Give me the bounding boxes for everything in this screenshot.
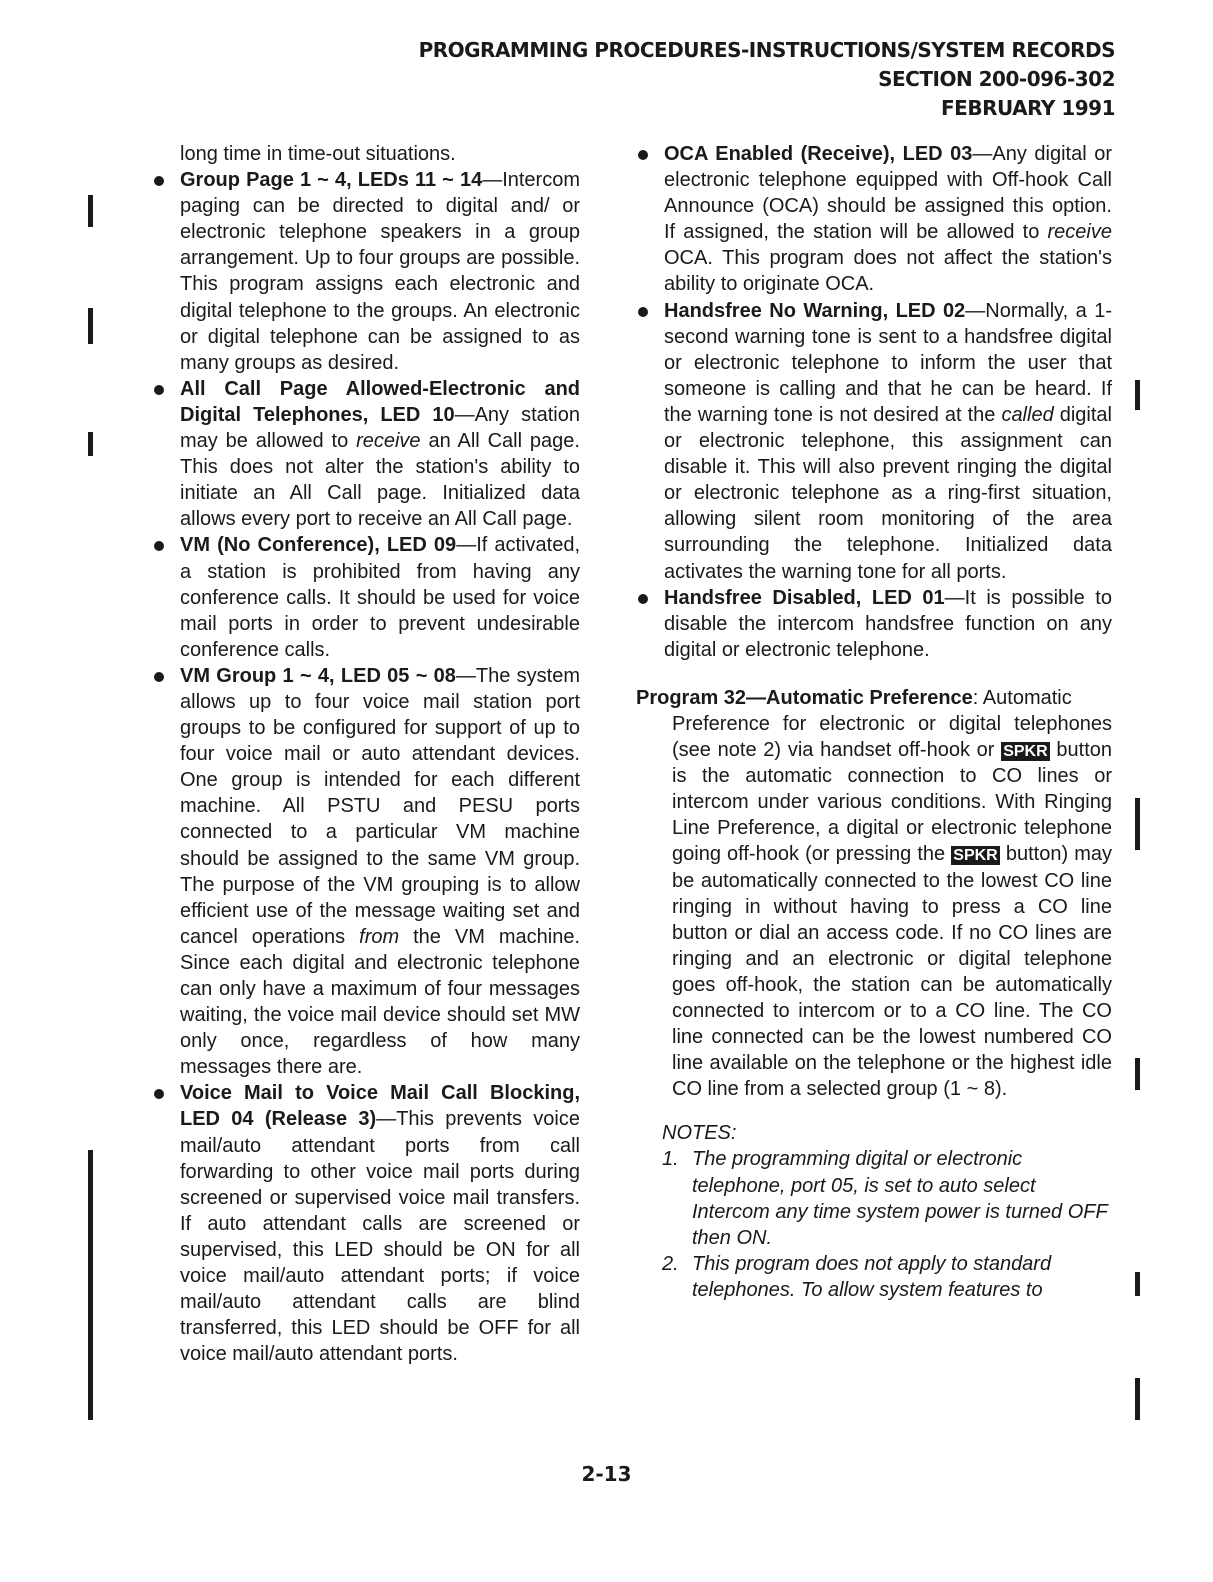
note-number: 1. — [662, 1148, 679, 1171]
list-item — [152, 663, 580, 1081]
program-text: button is the automatic connection to CO lines or intercom under various conditions. With Ringing Line Preference, a digital or electronic telephone going off-hook (or pressing the — [672, 739, 1112, 866]
program-text: button) may be automatically connected to the lowest CO line ringing in without having to press a CO line button or dial an access code. If no CO lines are ringing and an electronic or digital telephone goes off-hook, the station can be automatically connected to intercom or to a CO line. The CO line connected can be the lowest numbered CO line available on the telephone or the highest idle CO line from a selected group (1 ~ 8). — [672, 843, 1112, 1101]
item-text: —Intercom paging can be directed to digital and/ or electronic telephone speakers in a group arrangement. Up to four groups are possible. This program assigns each electronic and digital telephone to the groups. An electronic or digital telephone can be assigned to as many groups as desired. — [180, 169, 580, 374]
item-text: OCA. This program does not affect the station's ability to originate OCA. — [664, 247, 1112, 296]
list-item — [636, 585, 1112, 663]
item-text: —If activated, a station is prohibited from having any conference calls. It should be used for voice mail ports in order to prevent undesirable conference calls. — [180, 534, 580, 661]
note-item — [662, 1146, 1112, 1250]
item-text: —It is possible to disable the intercom handsfree function on any digital or electronic telephone. — [664, 586, 1112, 661]
list-item — [636, 298, 1112, 585]
header-title: PROGRAMMING PROCEDURES-INSTRUCTIONS/SYSTEM RECORDS — [418, 38, 1115, 62]
item-title: Voice Mail to Voice Mail Call Blocking, LED 04 (Release 3) — [180, 1082, 580, 1131]
change-bar — [88, 432, 93, 456]
item-emphasis: receive — [356, 430, 421, 453]
list-item — [636, 141, 1112, 298]
header-section: SECTION 200-096-302 — [878, 67, 1115, 91]
list-item — [152, 376, 580, 533]
change-bar — [1135, 380, 1140, 410]
list-item — [152, 532, 580, 662]
program-lead-text: : Automatic — [972, 686, 1072, 709]
spkr-key-label: SPKR — [953, 847, 998, 865]
list-item — [152, 1080, 580, 1367]
change-bar — [1135, 798, 1140, 850]
item-text: —Any station may be allowed to — [180, 403, 580, 453]
item-text: digital or electronic telephone, this assignment can disable it. This will also prevent ringing the digital or electronic telephone as a ring-first situation, allowing silent room monitoring of the area surrounding the telephone. Initialized data activates the warning tone for all ports. — [664, 403, 1113, 583]
item-text: —This prevents voice mail/auto attendant ports from call forwarding to other voice mail ports during screened or supervised voice mail transfers. If auto attendant calls are screened or supervised, this LED should be ON for all voice mail/auto attendant ports; if voice mail/auto attendant calls are blind transferred, this LED should be OFF for all voice mail/auto attendant ports. — [180, 1108, 581, 1366]
item-text: an All Call page. This does not alter the station's ability to initiate an All Call page. Initialized data allows every port to receive an All Call page. — [180, 430, 580, 531]
right-column — [636, 141, 1112, 1303]
header-date: FEBRUARY 1991 — [941, 96, 1115, 120]
continuation-text: long time in time-out situations. — [180, 143, 456, 165]
program-title: Program 32—Automatic Preference — [636, 686, 973, 709]
note-item — [662, 1251, 1112, 1303]
page-number: 2-13 — [581, 1462, 632, 1486]
change-bar — [88, 1150, 93, 1420]
item-title: Group Page 1 ~ 4, LEDs 11 ~ 14 — [180, 169, 483, 192]
left-column — [152, 141, 580, 1367]
note-text: The programming digital or electronic telephone, port 05, is set to auto select Intercom any time system power is turned OFF then ON. — [692, 1148, 1108, 1249]
change-bar — [1135, 1058, 1140, 1090]
item-text: —Any digital or electronic telephone equipped with Off-hook Call Announce (OCA) should be assigned this option. If assigned, the station will be allowed to — [664, 143, 1112, 244]
item-title: OCA Enabled (Receive), LED 03 — [664, 143, 973, 165]
list-item — [152, 167, 580, 376]
item-emphasis: from — [359, 925, 400, 948]
item-title: All Call Page Allowed-Electronic and Digital Telephones, LED 10 — [180, 377, 580, 426]
item-emphasis: called — [1001, 403, 1054, 426]
notes-list — [662, 1146, 1112, 1303]
notes-section — [636, 1120, 1112, 1303]
notes-title: NOTES: — [662, 1122, 737, 1145]
item-title: VM (No Conference), LED 09 — [180, 534, 457, 557]
spkr-key-label: SPKR — [1003, 743, 1048, 761]
program-text: Preference for electronic or digital telephones (see note 2) via handset off-hook or — [672, 712, 1112, 762]
led-option-list — [636, 141, 1112, 663]
page-header — [419, 36, 1115, 123]
program-32-section — [636, 685, 1112, 1103]
item-text: —The system allows up to four voice mail station port groups to be configured for support of up to four voice mail or auto attendant devices. One group is intended for each different machine. All PSTU and PESU ports connected to a particular VM machine should be assigned to the same VM group. The purpose of the VM grouping is to allow efficient use of the message waiting set and cancel operations — [180, 664, 580, 948]
program-body — [636, 711, 1112, 1102]
item-title: VM Group 1 ~ 4, LED 05 ~ 08 — [180, 664, 456, 687]
change-bar — [1135, 1272, 1140, 1296]
note-text: This program does not apply to standard telephones. To allow system features to — [692, 1252, 1052, 1301]
item-title: Handsfree No Warning, LED 02 — [664, 299, 966, 322]
change-bar — [88, 308, 93, 344]
item-emphasis: receive — [1047, 221, 1112, 244]
program-heading — [636, 685, 1112, 711]
change-bar — [1135, 1378, 1140, 1420]
item-title: Handsfree Disabled, LED 01 — [664, 586, 945, 609]
note-number: 2. — [662, 1252, 679, 1275]
item-text: the VM machine. Since each digital and electronic telephone can only have a maximum of four messages waiting, the voice mail device should set MW only once, regardless of how many messages there are. — [180, 925, 581, 1079]
item-text: —Normally, a 1-second warning tone is sent to a handsfree digital or electronic telephone to inform the user that someone is calling and that he can be heard. If the warning tone is not desired at the — [664, 299, 1112, 426]
led-option-list — [152, 167, 580, 1367]
change-bar — [88, 195, 93, 227]
